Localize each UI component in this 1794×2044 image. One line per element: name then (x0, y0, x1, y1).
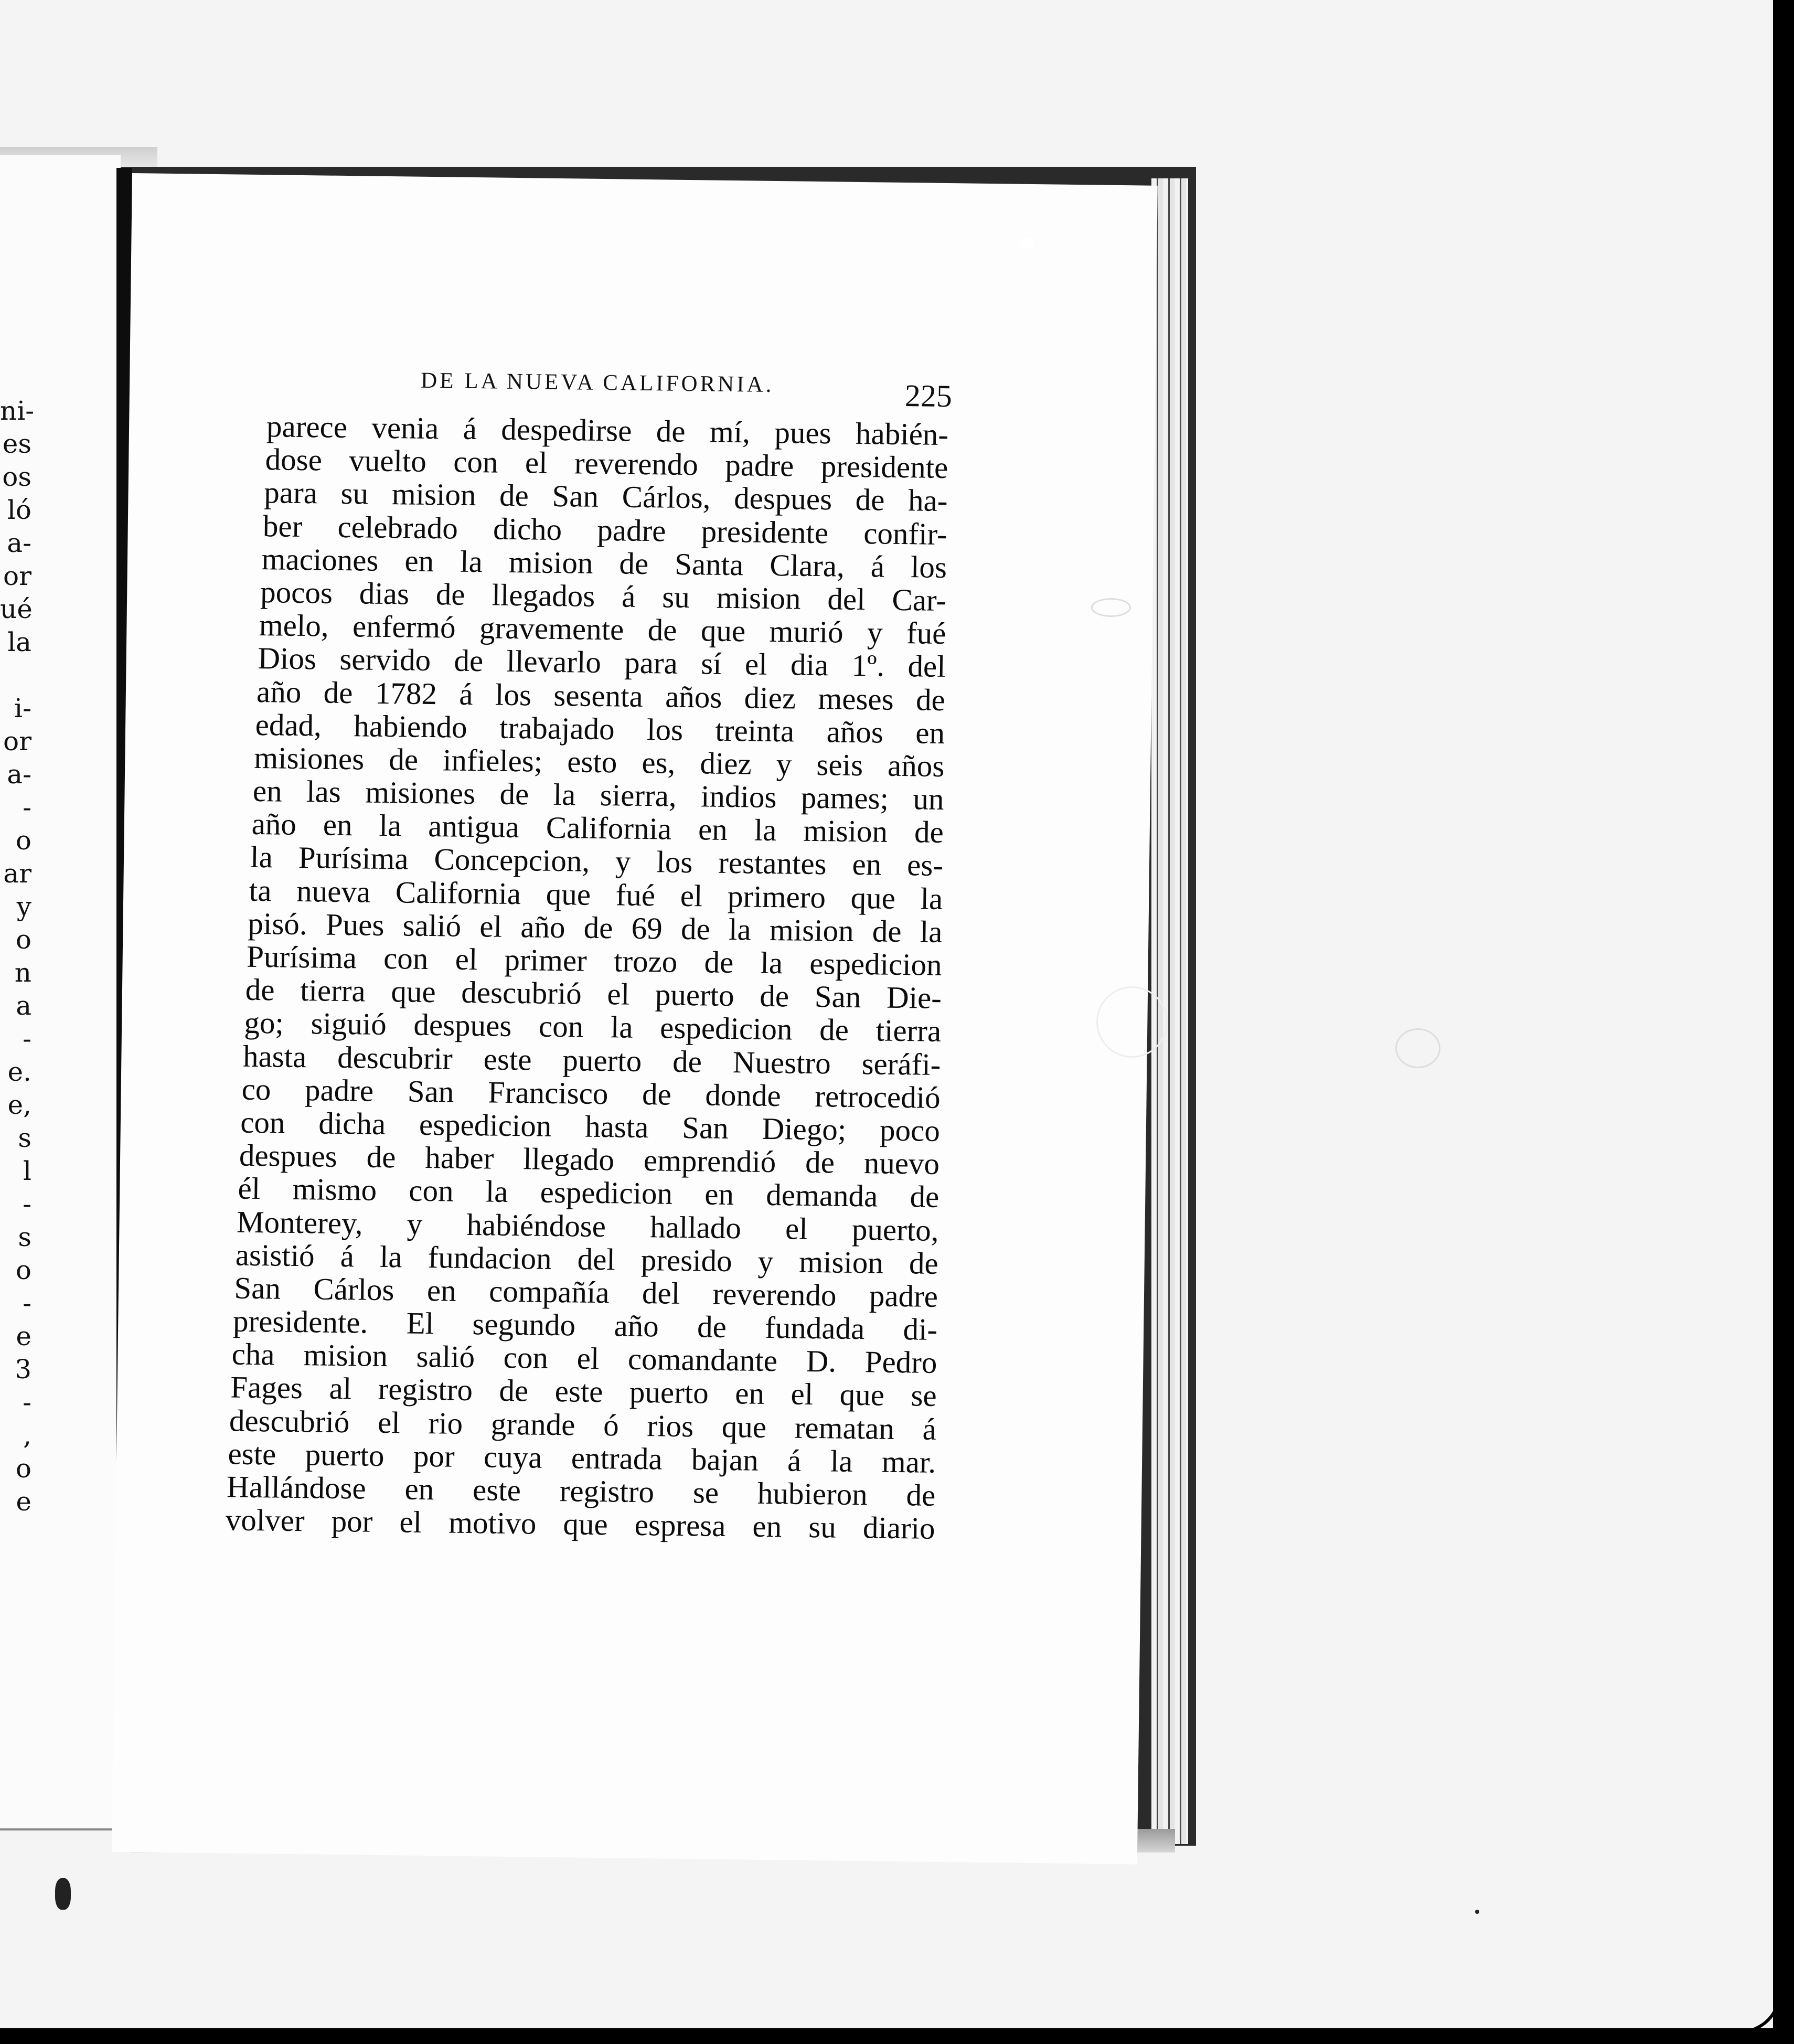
left-page-fragment: la (7, 627, 31, 657)
text-line: ta nueva California que fué el primero que la (249, 872, 943, 916)
left-page-fragment: s (18, 1222, 31, 1252)
left-page-fragment: - (23, 1387, 31, 1418)
right-page (112, 173, 1158, 1865)
text-line: pocos dias de llegados á su mision del Car- (260, 574, 947, 618)
left-page-fragment: a- (7, 528, 31, 558)
left-page-fragment: o (15, 1255, 31, 1285)
left-page-fragment: i- (14, 693, 31, 723)
text-line: de tierra que descubrió el puerto de San Die- (245, 972, 942, 1016)
left-page-fragment: e, (7, 1090, 31, 1120)
left-page-fragment: e. (7, 1057, 31, 1087)
text-line: en las misiones de la sierra, indios pames; un (252, 773, 944, 817)
left-page-fragment: os (2, 462, 31, 492)
left-page-fragment: or (3, 726, 31, 757)
scanner-frame-right (1773, 0, 1794, 2044)
left-page-fragment: - (23, 1024, 31, 1054)
text-line: él mismo con la espedicion en demanda de (238, 1170, 939, 1215)
left-page-fragment: a (16, 991, 31, 1021)
text-line: Hallándose en este registro se hubieron de (226, 1469, 936, 1513)
text-line: go; siguió despues con la espedicion de tierra (244, 1005, 942, 1049)
left-page-fragment: l (23, 1156, 31, 1186)
left-page-fragment: es (2, 429, 31, 459)
running-head: DE LA NUEVA CALIFORNIA. (420, 368, 774, 397)
text-line: presidente. El segundo año de fundada di- (232, 1303, 938, 1347)
text-line: melo, enfermó gravemente de que murió y fué (259, 608, 946, 651)
left-page-fragment: e (16, 1321, 31, 1351)
text-line: Monterey, y habiéndose hallado el puerto, (236, 1204, 939, 1248)
left-page-fragment: s (18, 1123, 31, 1153)
text-line: hasta descubrir este puerto de Nuestro seráfi- (242, 1038, 941, 1082)
text-line: edad, habiendo trabajado los treinta años en (255, 707, 945, 750)
text-line: Purísima con el primer trozo de la espedicion (246, 939, 943, 982)
scan-speck (1395, 1028, 1440, 1068)
scanner-frame-bottom (0, 2028, 1794, 2044)
left-page-fragment (0, 659, 31, 692)
text-line: cha mision salió con el comandante D. Pedro (231, 1336, 937, 1380)
left-page-fragment: a- (7, 759, 31, 790)
text-line: San Cárlos en compañía del reverendo padre (234, 1270, 938, 1314)
left-page-fragment: or (3, 561, 31, 591)
left-page-fragment: ué (0, 594, 33, 624)
text-line: ber celebrado dicho padre presidente confir- (262, 508, 948, 551)
scan-speck (55, 1878, 71, 1910)
text-line: con dicha espedicion hasta San Diego; poco (240, 1104, 941, 1148)
left-page-fragment: o (15, 825, 31, 856)
text-line: misiones de infieles; esto es, diez y seis años (254, 740, 945, 783)
text-line: volver por el motivo que espresa en su diario (225, 1502, 935, 1546)
text-line: la Purísima Concepcion, y los restantes en es- (250, 839, 944, 883)
text-line: año de 1782 á los sesenta años diez meses de (256, 674, 946, 717)
text-line: para su mision de San Cárlos, despues de ha- (263, 475, 948, 518)
text-line: maciones en la mision de Santa Clara, á los (261, 541, 947, 584)
left-page-fragment: e (16, 1486, 31, 1517)
left-page-fragment: - (23, 792, 31, 823)
left-page-fragment: 3 (15, 1354, 31, 1385)
left-page-fragment: - (23, 1189, 31, 1219)
left-page-fragment: o (15, 1453, 31, 1484)
text-line: descubrió el rio grande ó rios que rematan á (229, 1403, 937, 1446)
text-line: este puerto por cuya entrada bajan á la mar. (228, 1436, 936, 1479)
page-number: 225 (904, 378, 953, 414)
text-line: pisó. Pues salió el año de 69 de la mision de la (248, 906, 943, 949)
scan-speck (1475, 1910, 1479, 1914)
left-page-fragment: ni- (0, 396, 35, 426)
left-page-fragment: , (23, 1420, 31, 1451)
text-line: Dios servido de llevarlo para sí el dia 1º. del (258, 641, 946, 684)
scan-speck (1091, 598, 1131, 617)
left-page-fragment: y (16, 891, 31, 922)
text-line: Fages al registro de este puerto en el que se (230, 1369, 937, 1413)
scan-speck (1096, 986, 1168, 1058)
text-line: dose vuelto con el reverendo padre presidente (265, 442, 948, 485)
left-page-fragment: o (15, 924, 31, 955)
left-page-fragment: - (23, 1288, 31, 1318)
scan-speck (1020, 237, 1034, 249)
left-page-fragment: ar (3, 858, 31, 889)
left-page-text-fragments (0, 395, 35, 1518)
text-line: despues de haber llegado emprendió de nuevo (239, 1137, 940, 1181)
body-text (225, 409, 949, 1546)
left-page-fragment: n (14, 957, 31, 988)
text-line: asistió á la fundacion del presido y mision de (235, 1237, 939, 1281)
left-page-fragment: ló (7, 495, 31, 525)
text-line: parece venia á despedirse de mí, pues habién- (266, 409, 949, 452)
text-line: año en la antigua California en la mision de (251, 806, 944, 850)
text-line: co padre San Francisco de donde retrocedió (241, 1071, 941, 1115)
